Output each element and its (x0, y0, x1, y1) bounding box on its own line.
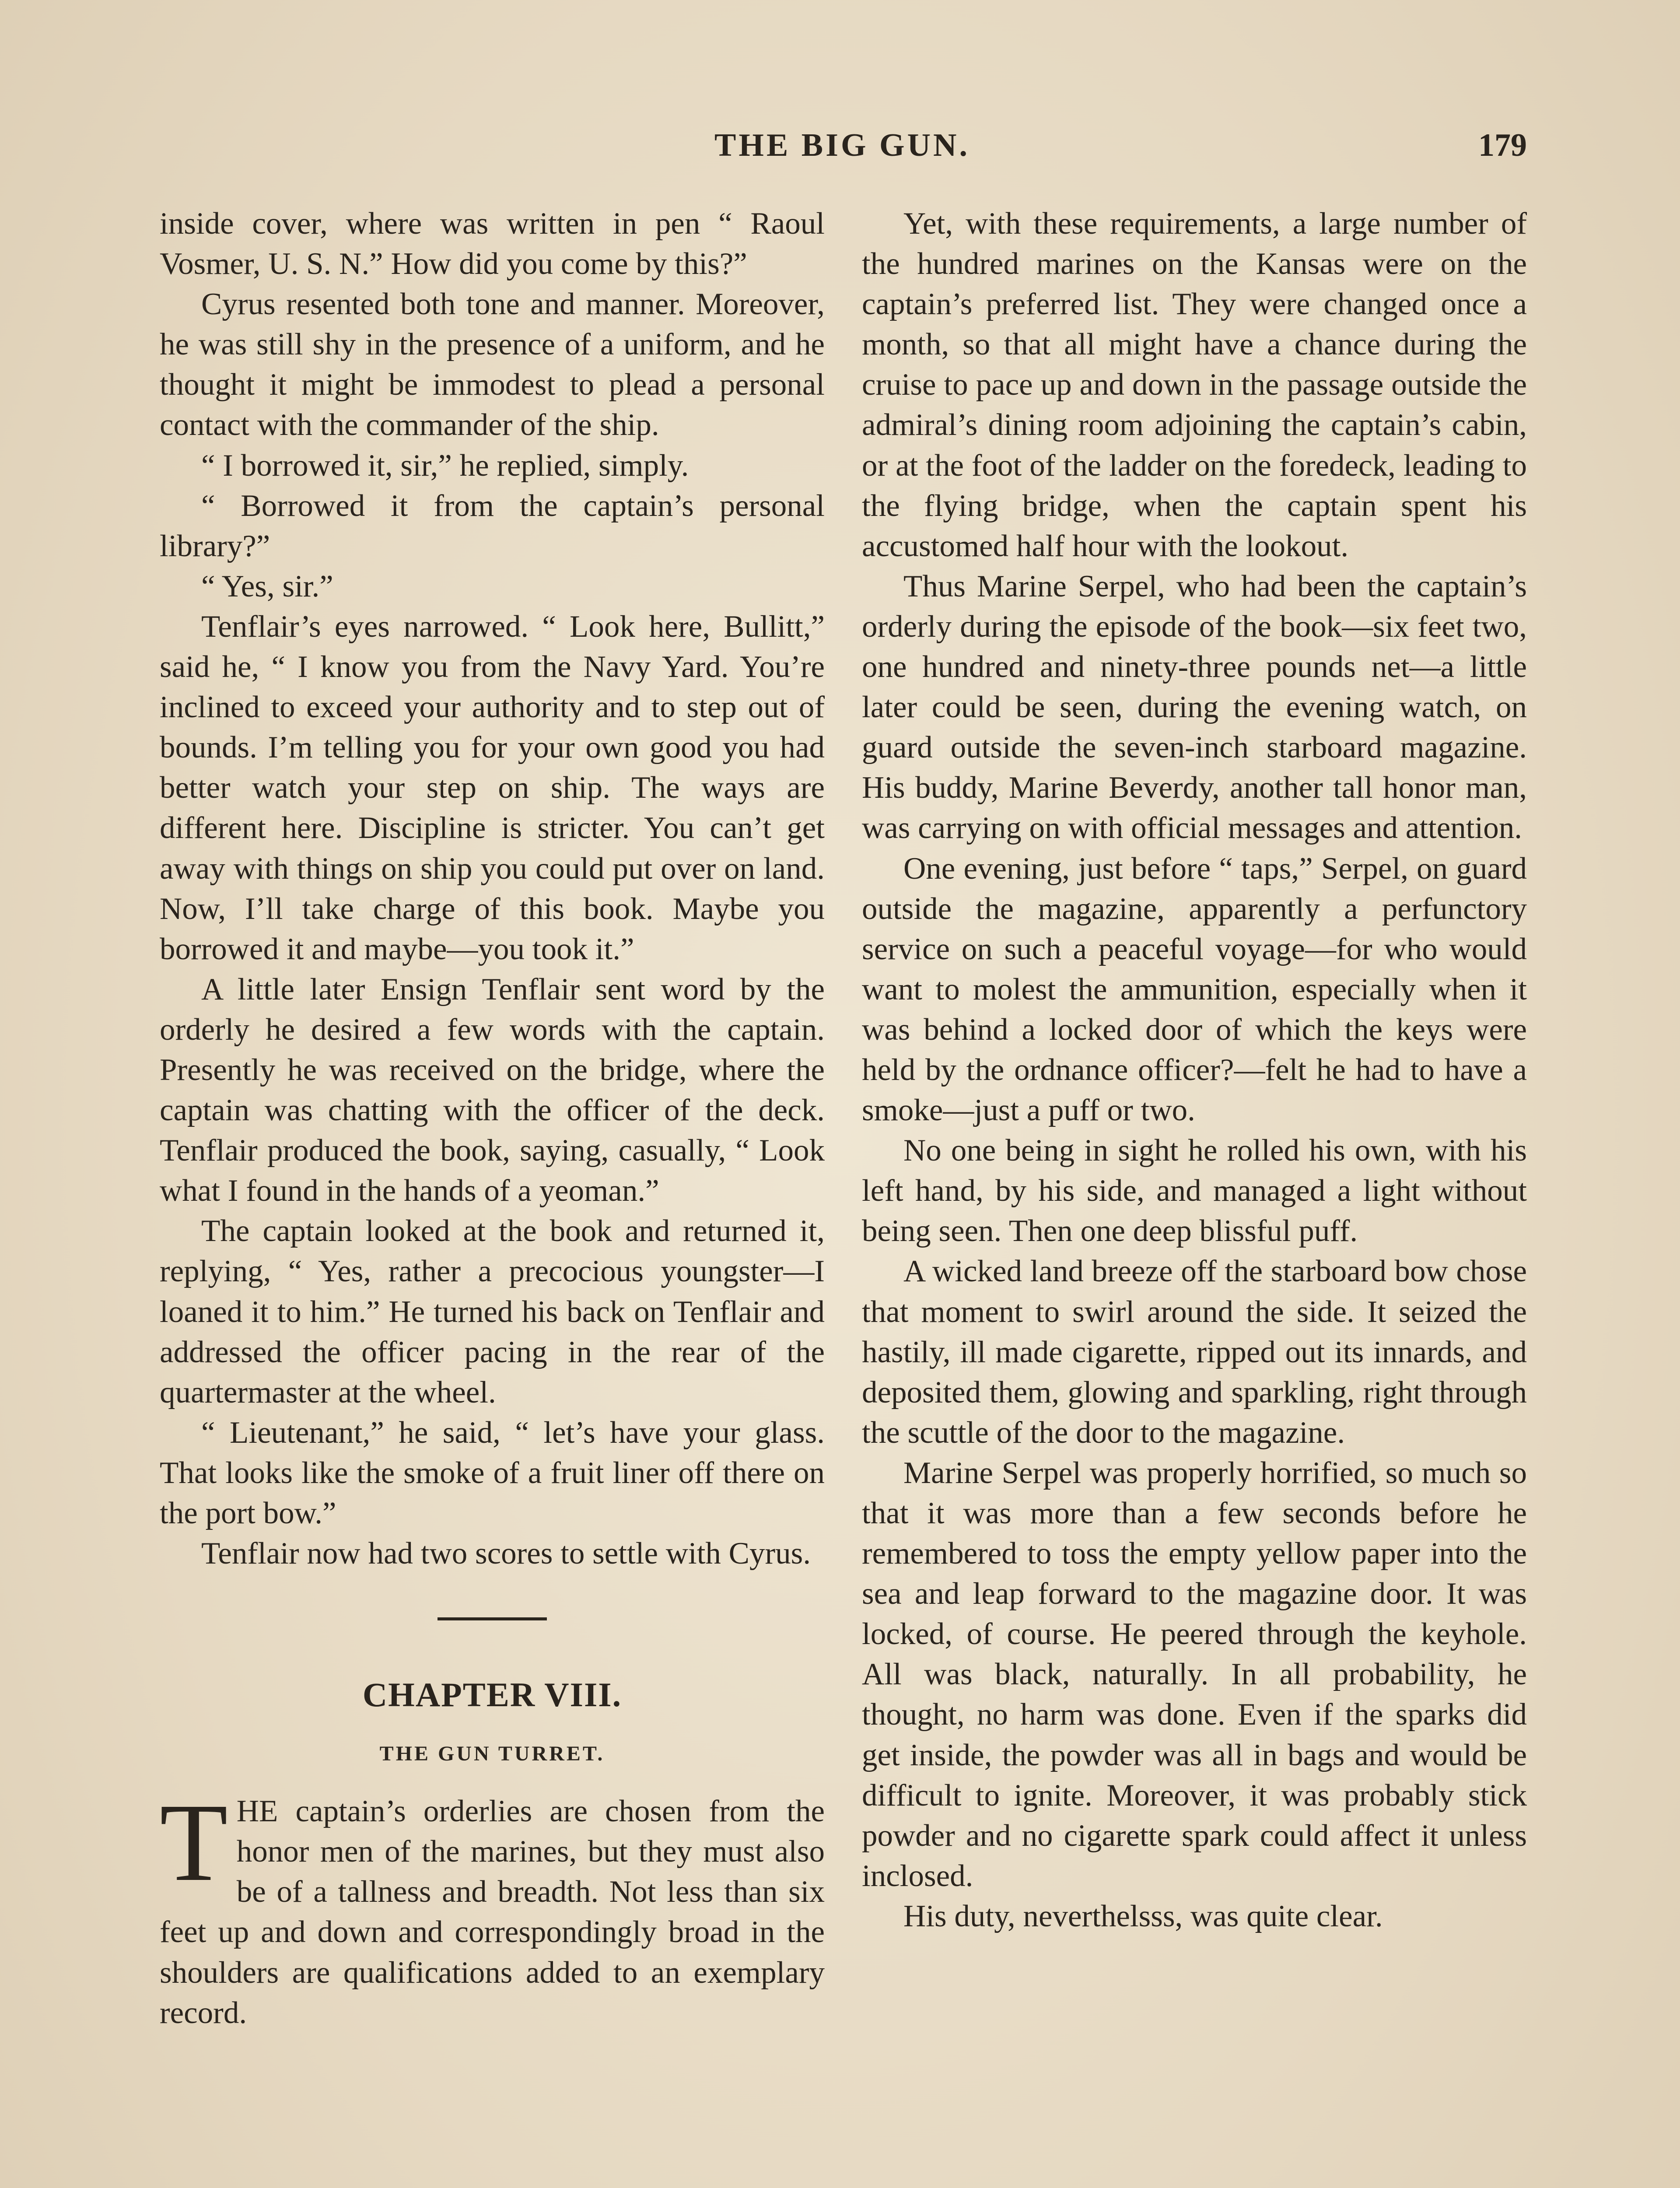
paragraph: A little later Ensign Tenflair sent word by the orderly he desired a few words with the captain. Presently he was received on the bridge, where the captain was chatting with the officer of the deck. Tenflair produced the book, saying, casually, “ Look what I found in the hands of a yeoman.” (160, 972, 825, 1208)
chapter-title: CHAPTER VIII. (362, 1676, 622, 1714)
chapter-opening-text: HE captain’s orderlies are chosen from the honor men of the marines, but they must also be of a tallness and breadth. Not less than six feet up and down and correspondingly broad in the shoulders are qualifications added to an exemplary record. (160, 1794, 825, 2030)
paragraph: Tenflair now had two scores to settle with Cyrus. (201, 1536, 811, 1571)
paragraph: The captain looked at the book and returned it, replying, “ Yes, rather a precocious youngster—I loaned it to him.” He turned his back on Tenflair and addressed the officer pacing in the rear of the quartermaster at the wheel. (160, 1214, 825, 1410)
paragraph: inside cover, where was written in pen “ Raoul Vosmer, U. S. N.” How did you come by this?” (160, 207, 825, 281)
paragraph: No one being in sight he rolled his own, with his left hand, by his side, and managed a light without being seen. Then one deep blissful puff. (862, 1133, 1527, 1248)
drop-cap: T (160, 1781, 228, 1905)
paragraph: His duty, neverthelsss, was quite clear. (903, 1899, 1383, 1933)
chapter-opening-paragraph (160, 1781, 825, 2033)
paragraph: One evening, just before “ taps,” Serpel, on guard outside the magazine, apparently a perfunctory service on such a peaceful voyage—for who would want to molest the ammunition, especially when it was behind a locked door of which the keys were held by the ordnance officer?—felt he had to have a smoke—just a puff or two. (862, 851, 1527, 1128)
paragraph: Tenflair’s eyes narrowed. “ Look here, Bullitt,” said he, “ I know you from the Navy Yard. You’re inclined to exceed your authority and to step out of bounds. I’m telling you for your own good you had better watch your step on ship. The ways are different here. Discipline is stricter. You can’t get away with things on ship you could put over on land. Now, I’ll take charge of this book. Maybe you borrowed it and maybe—you took it.” (160, 609, 825, 966)
right-column (862, 203, 1527, 1936)
section-title: THE GUN TURRET. (379, 1742, 605, 1766)
left-column (160, 203, 825, 2033)
running-title: THE BIG GUN. (714, 127, 970, 163)
page-number: 179 (1478, 127, 1527, 163)
paragraph: “ Borrowed it from the captain’s personal library?” (160, 488, 825, 563)
paragraph: Yet, with these requirements, a large number of the hundred marines on the Kansas were on the captain’s preferred list. They were changed once a month, so that all might have a chance during the cruise to pace up and down in the passage outside the admiral’s dining room adjoining the captain’s cabin, or at the foot of the ladder on the foredeck, leading to the flying bridge, when the captain spent his accustomed half hour with the lookout. (862, 207, 1527, 563)
section-divider (438, 1617, 547, 1620)
paragraph: “ I borrowed it, sir,” he replied, simply. (201, 448, 689, 483)
paragraph: “ Lieutenant,” he said, “ let’s have your glass. That looks like the smoke of a fruit liner off there on the port bow.” (160, 1415, 825, 1530)
paragraph: Cyrus resented both tone and manner. Moreover, he was still shy in the presence of a uniform, and he thought it might be immodest to plead a personal contact with the commander of the ship. (160, 287, 825, 442)
running-head (158, 127, 1527, 175)
paragraph: Marine Serpel was properly horrified, so much so that it was more than a few seconds before he remembered to toss the empty yellow paper into the sea and leap forward to the magazine door. It was locked, of course. He peered through the keyhole. All was black, naturally. In all probability, he thought, no harm was done. Even if the sparks did get inside, the powder was all in bags and would be difficult to ignite. Moreover, it was probably stick powder and no cigarette spark could affect it unless inclosed. (862, 1455, 1527, 1893)
paragraph: “ Yes, sir.” (201, 569, 333, 603)
paragraph: Thus Marine Serpel, who had been the captain’s orderly during the episode of the book—six feet two, one hundred and ninety-three pounds net—a little later could be seen, during the evening watch, on guard outside the seven-inch starboard magazine. His buddy, Marine Beverdy, another tall honor man, was carrying on with official messages and attention. (862, 569, 1527, 845)
paragraph: A wicked land breeze off the starboard bow chose that moment to swirl around the side. It seized the hastily, ill made cigarette, ripped out its innards, and deposited them, glowing and sparkling, right through the scuttle of the door to the magazine. (862, 1254, 1527, 1450)
